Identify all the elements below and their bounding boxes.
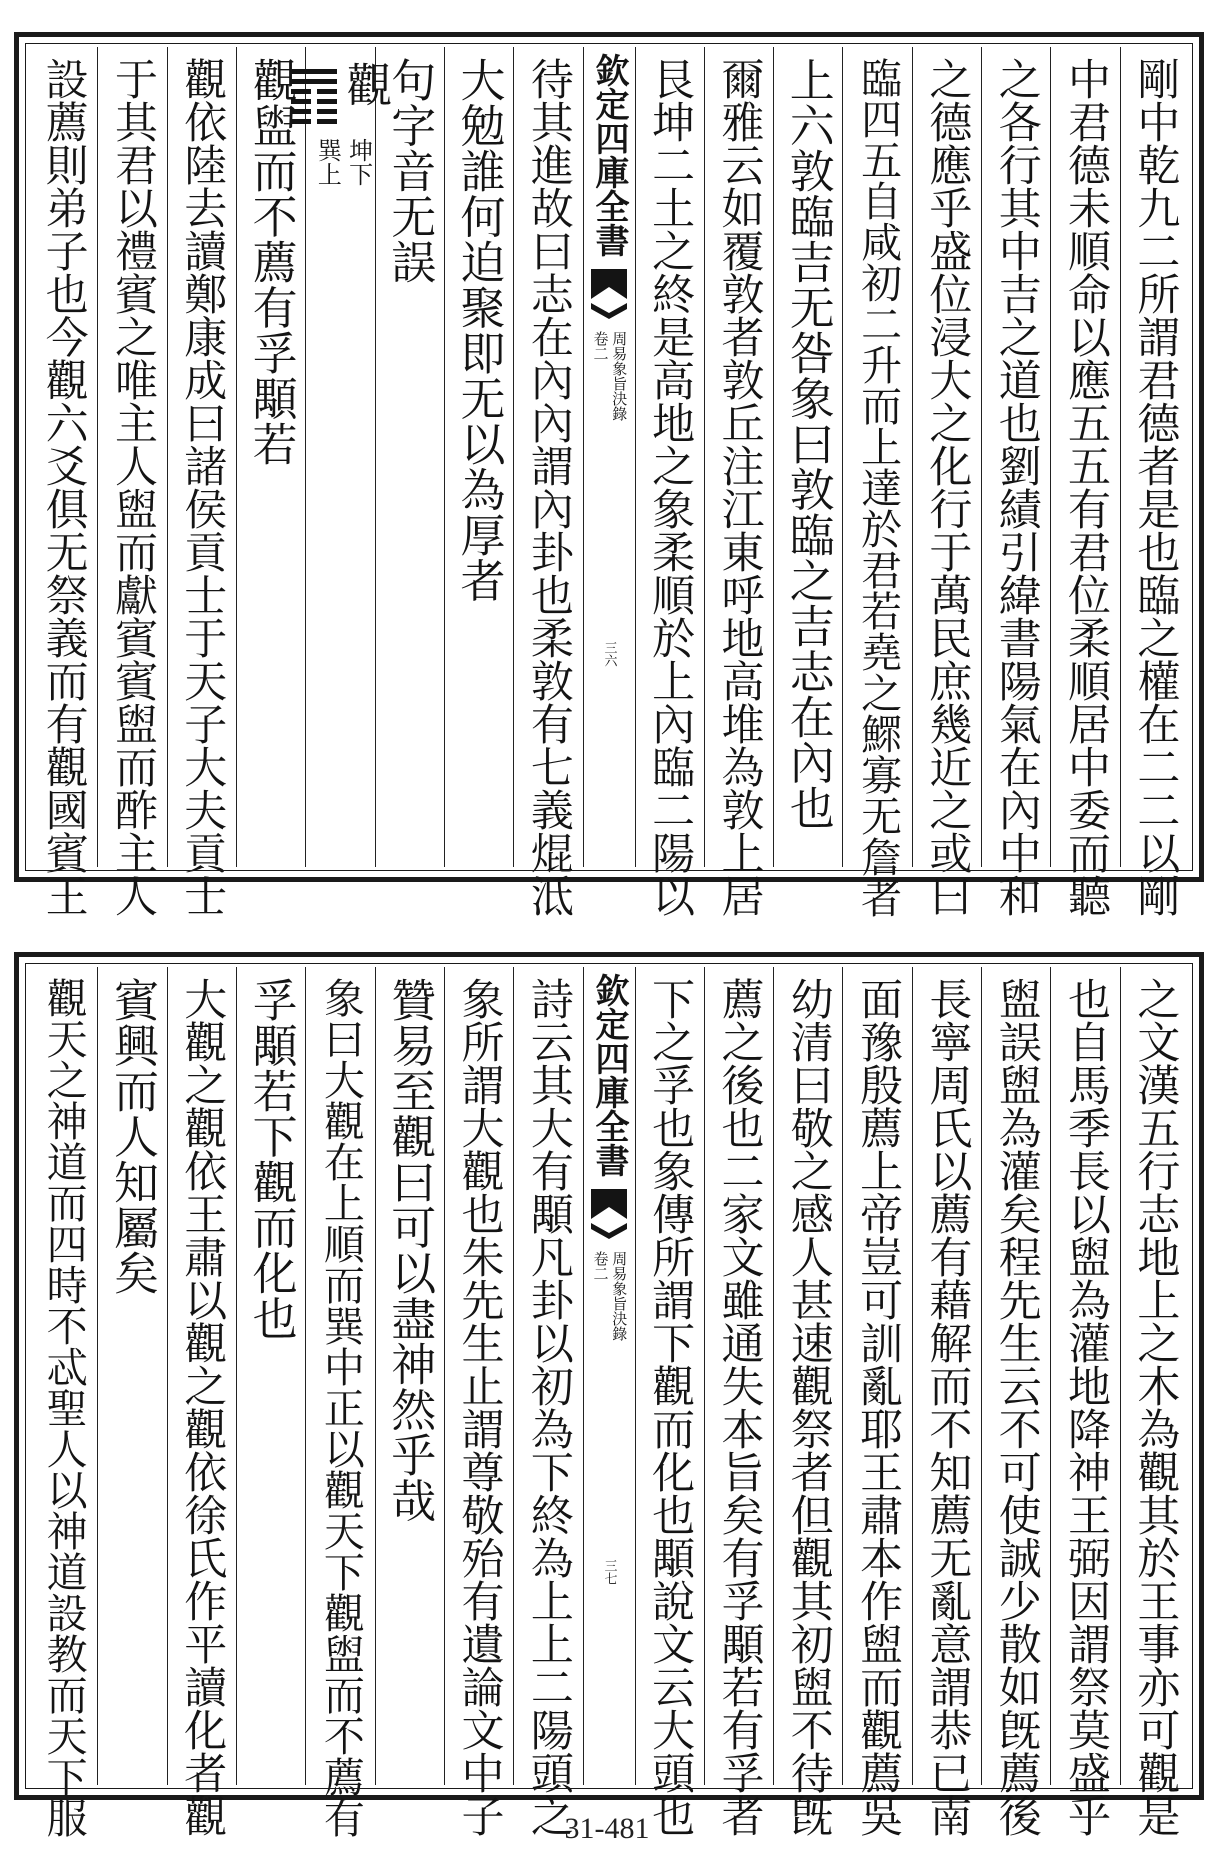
- fishtail-ornament-icon: [589, 265, 629, 321]
- hexagram-name: 觀: [339, 61, 394, 107]
- column-text: 句字音无誤: [383, 57, 437, 285]
- column-text: 也自馬季長以盥為灌地降神王弼因謂祭莫盛乎: [1061, 977, 1112, 1837]
- column-text: 象曰大觀在上順而巽中正以觀天下觀盥而不薦有: [316, 977, 365, 1838]
- text-column: [1050, 47, 1119, 917]
- fold-folio: 三六: [601, 641, 617, 667]
- fishtail-ornament-icon: [589, 1185, 629, 1241]
- column-text: 象所謂大觀也朱先生止謂尊敬殆有遺論文中子: [454, 977, 505, 1837]
- column-text: 艮坤二土之終是高地之象柔順於上內臨二陽以: [645, 57, 696, 917]
- column-text: 上六敦臨吉无咎象曰敦臨之吉志在內也: [781, 57, 835, 831]
- text-column: [912, 967, 981, 1837]
- fold-title: 欽定四庫全書: [589, 53, 629, 257]
- top-page-columns: [29, 47, 1189, 918]
- text-column: [97, 967, 166, 1785]
- text-column: [513, 47, 582, 917]
- column-text: 賓興而人知屬矣: [105, 977, 159, 1296]
- column-text: 孚顒若下觀而化也: [244, 977, 298, 1341]
- text-column: [1120, 967, 1189, 1837]
- fold-subtitles: [592, 331, 627, 421]
- fold-subtitles: [592, 1251, 627, 1341]
- column-text: 爾雅云如覆敦者敦丘注江東呼地高堆為敦上居: [714, 57, 765, 917]
- column-text: 觀依陸去讀鄭康成曰諸侯貢士于天子大夫貢士: [177, 57, 228, 917]
- upper-trigram: 巽上: [313, 138, 342, 186]
- center-fold-column: [583, 47, 635, 867]
- text-column: [981, 967, 1050, 1837]
- column-text: 中君德未順命以應五五有君位柔順居中委而聽: [1061, 57, 1112, 917]
- text-column: [305, 967, 374, 1838]
- column-text: 臨四五自咸初二升而上達於君若堯之鰥寡无詹者: [854, 57, 903, 918]
- text-column: [1050, 967, 1119, 1837]
- text-column: [773, 47, 842, 867]
- text-column: [842, 967, 911, 1837]
- fold-book-title: 周易象旨決錄: [610, 1251, 629, 1341]
- text-column: [981, 47, 1050, 917]
- column-text: 剛中乾九二所謂君德者是也臨之權在二二以剛: [1130, 57, 1181, 917]
- text-column: [1120, 47, 1189, 917]
- text-column: [167, 967, 236, 1837]
- text-column: [97, 47, 166, 917]
- column-text: 大勉誰何迫聚即无以為厚者: [452, 57, 506, 603]
- column-text: 待其進故曰志在內內謂內卦也柔敦有七義焜泜: [523, 57, 574, 917]
- column-text: 觀盥而不薦有孚顒若: [244, 57, 298, 467]
- column-text: 面豫殷薦上帝豈可訓亂耶王肅本作盥而觀薦吳: [853, 977, 904, 1837]
- text-column: [29, 967, 97, 1838]
- column-text: 幼清曰敬之感人甚速觀祭者但觀其初盥不待旣: [783, 977, 834, 1837]
- column-text: 盥誤盥為灌矣程先生云不可使誠少散如旣薦後: [991, 977, 1042, 1837]
- column-text: 之文漢五行志地上之木為觀其於王事亦可觀是: [1130, 977, 1181, 1837]
- text-column: [704, 47, 773, 917]
- text-column: [842, 47, 911, 918]
- column-text: 長寧周氏以薦有藉解而不知薦无亂意謂恭已南: [922, 977, 973, 1837]
- fold-book-title: 周易象旨決錄: [610, 331, 629, 421]
- top-book-page: [14, 32, 1204, 918]
- text-column: [912, 47, 981, 917]
- text-column: [375, 47, 444, 867]
- column-text: 大觀之觀依王肅以觀之觀依徐氏作平讀化者觀: [177, 977, 228, 1837]
- text-column: [635, 47, 704, 917]
- fold-title: 欽定四庫全書: [589, 973, 629, 1177]
- column-text: 之各行其中吉之道也劉績引緯書陽氣在內中和: [991, 57, 1042, 917]
- text-column: [773, 967, 842, 1837]
- hexagram-trigram-note: [313, 138, 373, 186]
- text-column: [513, 967, 582, 1837]
- lower-trigram: 坤下: [344, 138, 373, 186]
- text-column: [167, 47, 236, 917]
- fold-volume: 卷二: [591, 331, 610, 361]
- text-column: [704, 967, 773, 1837]
- hexagram-heading: [291, 61, 394, 124]
- hexagram-heading-column: [305, 47, 394, 867]
- column-text: 設薦則弟子也今觀六爻俱无祭義而有觀國賓王: [38, 57, 89, 917]
- column-text: 于其君以禮賓之唯主人盥而獻賓賓盥而酢主人: [107, 57, 158, 917]
- column-text: 之德應乎盛位浸大之化行于萬民庶幾近之或曰: [922, 57, 973, 917]
- column-text: 薦之後也二家文雖通失本旨矣有孚顒若有孚者: [714, 977, 765, 1837]
- text-column: [375, 967, 444, 1785]
- text-column: [635, 967, 704, 1837]
- column-text: 贊易至觀曰可以盡神然乎哉: [383, 977, 437, 1523]
- column-text: 下之孚也象傳所謂下觀而化也顒說文云大頭也: [645, 977, 696, 1837]
- text-column: [236, 47, 305, 867]
- text-column: [29, 47, 97, 917]
- column-text: 觀天之神道而四時不忒聖人以神道設教而天下服: [39, 977, 88, 1838]
- page-number: 31-481: [564, 1812, 650, 1845]
- center-fold-column: [583, 967, 635, 1785]
- text-column: [236, 967, 305, 1785]
- fold-volume: 卷二: [591, 1251, 610, 1281]
- text-column: [444, 967, 513, 1837]
- column-text: 詩云其大有顒凡卦以初為下終為上上二陽頭之: [523, 977, 574, 1837]
- fold-folio: 三七: [601, 1559, 617, 1585]
- text-column: [444, 47, 513, 867]
